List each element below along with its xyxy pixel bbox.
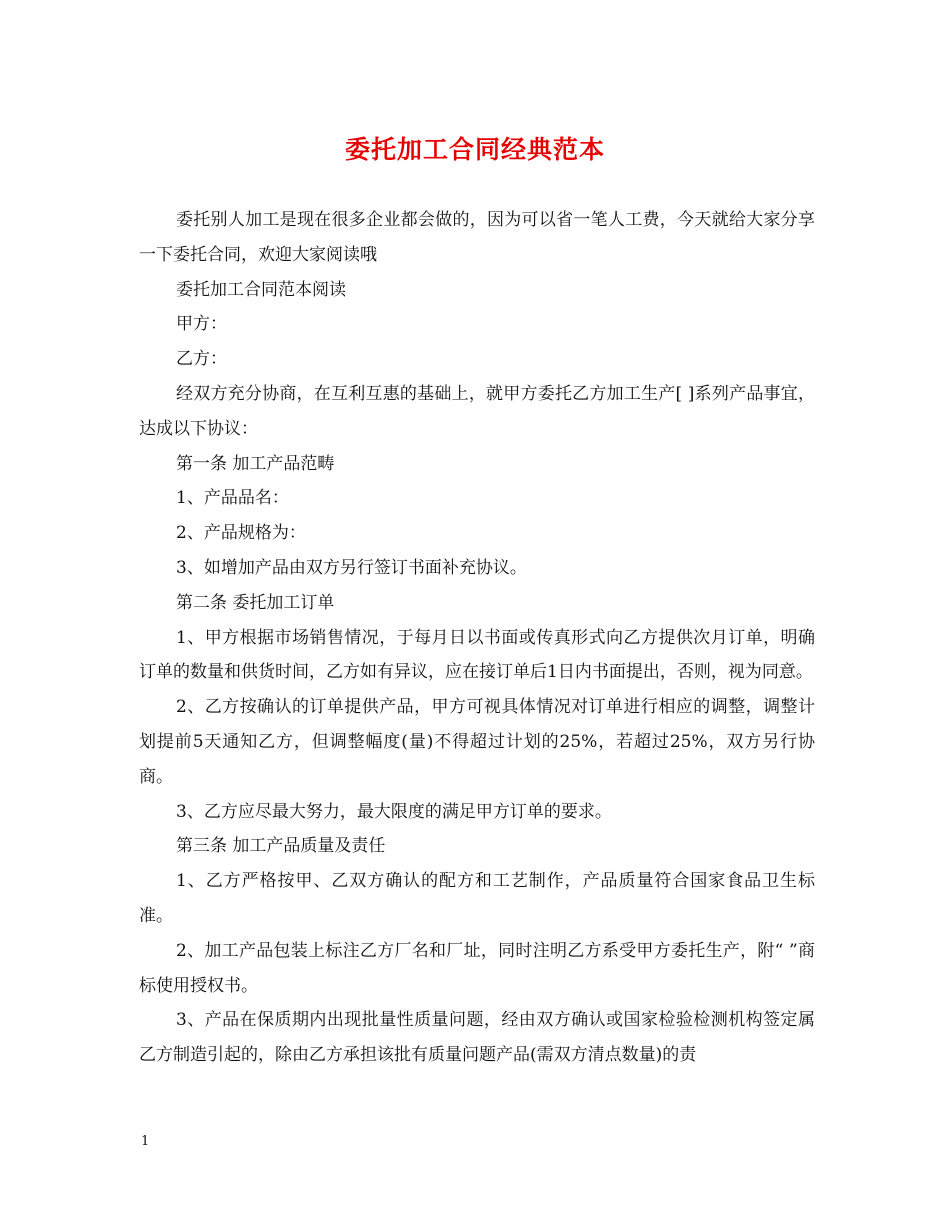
paragraph-intro: 委托别人加工是现在很多企业都会做的，因为可以省一笔人工费，今天就给大家分享一下委托合同，欢迎大家阅读哦 xyxy=(139,210,815,265)
article-2-heading: 第二条 委托加工订单 xyxy=(176,592,335,613)
document-title: 委托加工合同经典范本 xyxy=(344,135,605,164)
article-1-heading: 第一条 加工产品范畴 xyxy=(176,453,335,474)
article-1-item-1: 1、产品品名： xyxy=(176,488,289,509)
article-1-item-2: 2、产品规格为： xyxy=(176,523,306,544)
paragraph-party-b: 乙方： xyxy=(176,349,227,370)
article-3-item-1: 1、乙方严格按甲、乙双方确认的配方和工艺制作，产品质量符合国家食品卫生标准。 xyxy=(139,871,815,926)
document-body xyxy=(139,203,815,1073)
article-2-item-2: 2、乙方按确认的订单提供产品，甲方可视具体情况对订单进行相应的调整，调整计划提前5天通知乙方，但调整幅度(量)不得超过计划的25%，若超过25%，双方另行协商。 xyxy=(139,697,815,787)
paragraph-party-a: 甲方： xyxy=(176,314,227,335)
page-number: 1 xyxy=(141,1134,150,1149)
article-3-item-3: 3、产品在保质期内出现批量性质量问题，经由双方确认或国家检验检测机构签定属乙方制造引起的，除由乙方承担该批有质量问题产品(需双方清点数量)的责 xyxy=(139,1010,815,1066)
paragraph-preamble: 经双方充分协商，在互利互惠的基础上，就甲方委托乙方加工生产[ ]系列产品事宜，达成以下协议： xyxy=(139,383,815,439)
article-2-item-1: 1、甲方根据市场销售情况，于每月日以书面或传真形式向乙方提供次月订单，明确订单的数量和供货时间，乙方如有异议，应在接订单后1日内书面提出，否则，视为同意。 xyxy=(139,627,815,683)
article-3-item-2: 2、加工产品包装上标注乙方厂名和厂址，同时注明乙方系受甲方委托生产，附“ ”商标使用授权书。 xyxy=(139,940,815,996)
article-2-item-3: 3、乙方应尽最大努力，最大限度的满足甲方订单的要求。 xyxy=(176,801,612,822)
article-1-item-3: 3、如增加产品由双方另行签订书面补充协议。 xyxy=(176,557,527,578)
paragraph-subtitle: 委托加工合同范本阅读 xyxy=(176,279,346,300)
article-3-heading: 第三条 加工产品质量及责任 xyxy=(176,836,386,857)
